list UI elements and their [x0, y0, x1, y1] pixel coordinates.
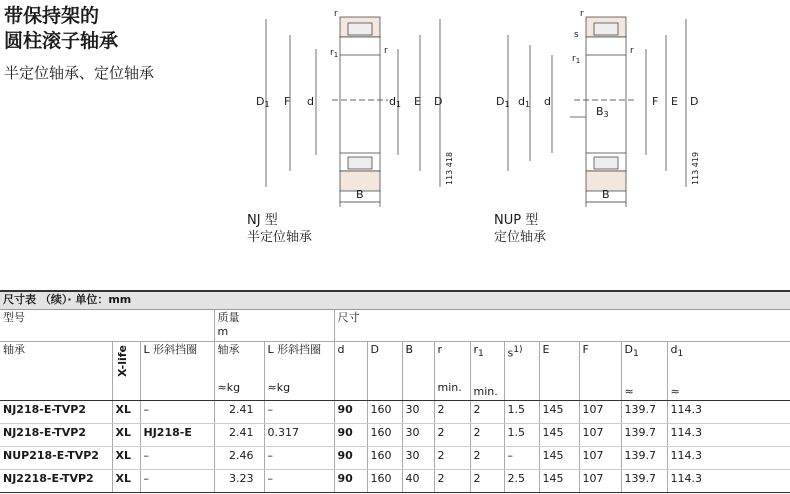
cell-bearing: NJ2218-E-TVP2 [0, 470, 112, 493]
cell-r1: 2 [470, 424, 504, 447]
col-F: F [579, 342, 621, 401]
col-d1: $d_1$ ≈ [667, 342, 790, 401]
col-ring: L 形斜挡圈 [140, 342, 214, 401]
cell-ring: – [140, 470, 214, 493]
col-r: r min. [434, 342, 470, 401]
cell-D: 160 [367, 424, 402, 447]
table-caption-row [0, 291, 790, 310]
dim-label-B: B [356, 188, 364, 201]
cell-F: 107 [579, 401, 621, 424]
cell-F: 107 [579, 470, 621, 493]
table-row [0, 447, 790, 470]
cell-B: 40 [402, 470, 434, 493]
dim-label-D: D [690, 95, 699, 108]
drawing-code: 113 419 [691, 151, 700, 185]
cell-mass-ring: 0.317 [264, 424, 334, 447]
nup-caption [494, 212, 546, 246]
dim-label-d1: d1 [518, 95, 531, 109]
group-model: 型号 [0, 310, 214, 342]
cell-bearing: NJ218-E-TVP2 [0, 424, 112, 447]
cell-mass-bearing: 2.41 [214, 401, 264, 424]
col-s: $s^{1)}$ [504, 342, 539, 401]
group-dims: 尺寸 [334, 310, 790, 342]
nj-caption [247, 212, 312, 246]
dim-label-F: F [284, 95, 291, 108]
cell-ring: – [140, 447, 214, 470]
col-B: B [402, 342, 434, 401]
nj-bearing-drawing [248, 5, 454, 210]
dim-label-r1: $r_1$ [572, 54, 581, 65]
cell-mass-bearing: 2.46 [214, 447, 264, 470]
cell-r1: 2 [470, 401, 504, 424]
col-mass-bearing: 轴承 ≈kg [214, 342, 264, 401]
page-title [4, 4, 118, 54]
cell-xlife: XL [112, 401, 140, 424]
cell-xlife: XL [112, 424, 140, 447]
group-mass: 质量 m [214, 310, 334, 342]
cell-d: 90 [334, 447, 367, 470]
dim-label-B: B [602, 188, 610, 201]
cell-B: 30 [402, 401, 434, 424]
table-caption: 尺寸表 （续）· 单位：mm [0, 291, 790, 310]
cell-mass-ring: – [264, 470, 334, 493]
dimension-table [0, 290, 790, 493]
cell-D: 160 [367, 447, 402, 470]
drawing-code: 113 418 [445, 151, 454, 185]
dim-label-r: r [580, 9, 584, 19]
dim-label-B3: B3 [596, 105, 609, 119]
cell-d: 90 [334, 470, 367, 493]
dim-label-d1: d1 [389, 95, 402, 109]
dim-label-E: E [414, 95, 421, 108]
cell-D: 160 [367, 401, 402, 424]
page-subtitle: 半定位轴承、定位轴承 [4, 64, 155, 82]
dim-label-r-side: r [630, 46, 634, 56]
cell-F: 107 [579, 424, 621, 447]
dim-label-F: F [652, 95, 659, 108]
cell-bearing: NUP218-E-TVP2 [0, 447, 112, 470]
cell-r: 2 [434, 470, 470, 493]
nup-bearing-drawing [494, 5, 700, 210]
dim-label-D: D [434, 95, 443, 108]
dim-label-d: d [544, 95, 551, 108]
cell-r: 2 [434, 424, 470, 447]
cell-bearing: NJ218-E-TVP2 [0, 401, 112, 424]
cell-D1: 139.7 [621, 424, 667, 447]
col-E: E [539, 342, 579, 401]
cell-ring: – [140, 401, 214, 424]
cell-r1: 2 [470, 447, 504, 470]
dim-label-r1: $r_1$ [330, 48, 339, 59]
cell-E: 145 [539, 401, 579, 424]
col-D1: $D_1$ ≈ [621, 342, 667, 401]
table-row [0, 470, 790, 493]
cell-xlife: XL [112, 470, 140, 493]
cell-d1: 114.3 [667, 401, 790, 424]
cell-xlife: XL [112, 447, 140, 470]
cell-D1: 139.7 [621, 401, 667, 424]
group-header-row [0, 310, 790, 342]
cell-B: 30 [402, 424, 434, 447]
cell-ring: HJ218-E [140, 424, 214, 447]
cell-s: 1.5 [504, 401, 539, 424]
cell-E: 145 [539, 424, 579, 447]
col-xlife: X-life [112, 342, 140, 401]
cell-r: 2 [434, 447, 470, 470]
title-line-2: 圆柱滚子轴承 [4, 30, 119, 52]
dim-label-r-side: r [384, 46, 388, 56]
cell-mass-ring: – [264, 447, 334, 470]
cell-d1: 114.3 [667, 447, 790, 470]
cell-F: 107 [579, 447, 621, 470]
cell-mass-ring: – [264, 401, 334, 424]
cell-d1: 114.3 [667, 470, 790, 493]
cell-r1: 2 [470, 470, 504, 493]
dim-label-s: s [574, 30, 579, 40]
col-D: D [367, 342, 402, 401]
nj-type-desc: 半定位轴承 [247, 230, 313, 245]
dim-label-r: r [334, 9, 338, 19]
cell-D1: 139.7 [621, 470, 667, 493]
cell-D: 160 [367, 470, 402, 493]
column-header-row [0, 342, 790, 401]
cell-d: 90 [334, 401, 367, 424]
dim-label-D1: D1 [256, 95, 270, 109]
nup-type-label: NUP 型 [494, 213, 539, 228]
cell-s: – [504, 447, 539, 470]
dim-label-D1: D1 [496, 95, 510, 109]
cell-s: 2.5 [504, 470, 539, 493]
nj-type-label: NJ 型 [247, 213, 278, 228]
title-line-1: 带保持架的 [4, 5, 100, 27]
cell-mass-bearing: 2.41 [214, 424, 264, 447]
table-row [0, 401, 790, 424]
table-body [0, 401, 790, 493]
cell-mass-bearing: 3.23 [214, 470, 264, 493]
col-r1: $r_1$ min. [470, 342, 504, 401]
cell-D1: 139.7 [621, 447, 667, 470]
col-d: d [334, 342, 367, 401]
dim-label-E: E [671, 95, 678, 108]
col-mass-ring: L 形斜挡圈 ≈kg [264, 342, 334, 401]
cell-E: 145 [539, 470, 579, 493]
cell-E: 145 [539, 447, 579, 470]
cell-d1: 114.3 [667, 424, 790, 447]
cell-d: 90 [334, 424, 367, 447]
table-row [0, 424, 790, 447]
cell-B: 30 [402, 447, 434, 470]
cell-r: 2 [434, 401, 470, 424]
nup-type-desc: 定位轴承 [494, 230, 547, 245]
col-bearing: 轴承 [0, 342, 112, 401]
cell-s: 1.5 [504, 424, 539, 447]
dim-label-d: d [307, 95, 314, 108]
